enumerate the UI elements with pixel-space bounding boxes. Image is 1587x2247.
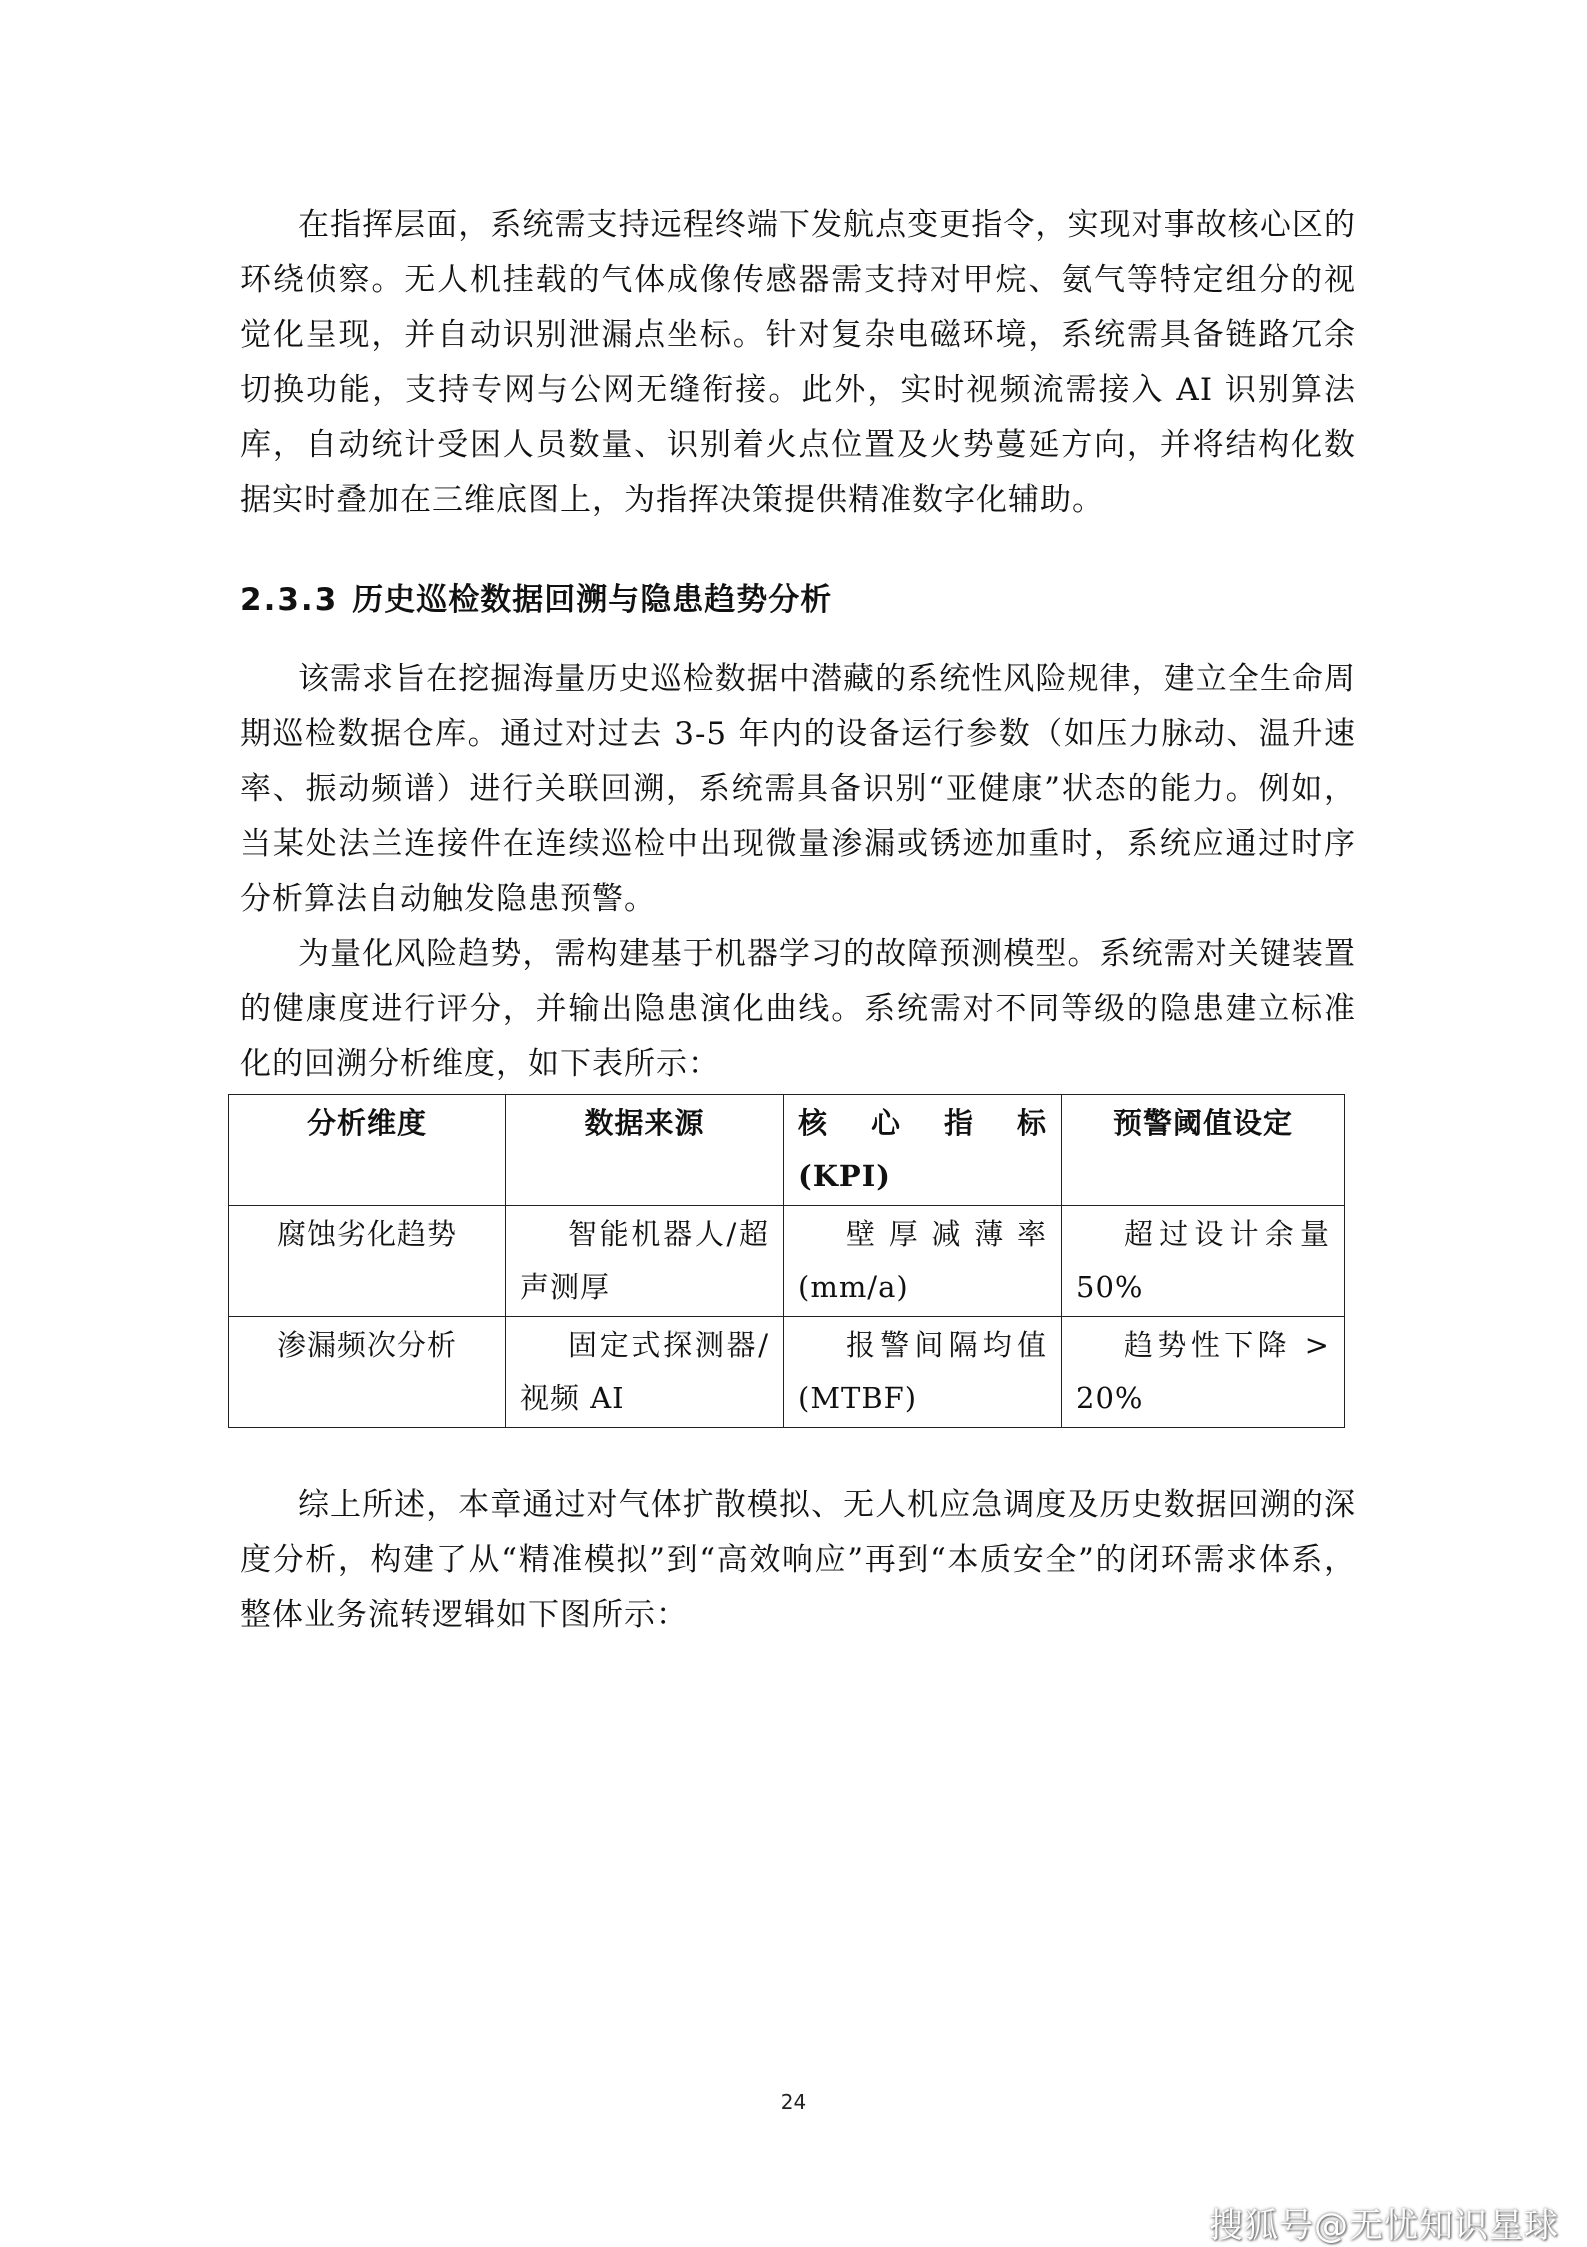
table-cell: 趋势性下降 > 20% (1062, 1317, 1345, 1428)
analysis-dimension-table (228, 1094, 1345, 1428)
table-header-cell: 分析维度 (229, 1095, 506, 1206)
paragraph-chapter-summary: 综上所述，本章通过对气体扩散模拟、无人机应急调度及历史数据回溯的深度分析，构建了从“精准模拟”到“高效响应”再到“本质安全”的闭环需求体系，整体业务流转逻辑如下图所示： (240, 1487, 1356, 1633)
paragraph-command-layer: 在指挥层面，系统需支持远程终端下发航点变更指令，实现对事故核心区的环绕侦察。无人机挂载的气体成像传感器需支持对甲烷、氨气等特定组分的视觉化呈现，并自动识别泄漏点坐标。针对复杂电磁环境，系统需具备链路冗余切换功能，支持专网与公网无缝衔接。此外，实时视频流需接入 AI 识别算法库，自动统计受困人员数量、识别着火点位置及火势蔓延方向，并将结构化数据实时叠加在三维底图上，为指挥决策提供精准数字化辅助。 (240, 207, 1356, 518)
section-number: 2.3.3 (240, 582, 339, 618)
table-header-cell: 预警阈值设定 (1062, 1095, 1345, 1206)
table-row (229, 1206, 1345, 1317)
paragraph-requirement-goal: 该需求旨在挖掘海量历史巡检数据中潜藏的系统性风险规律，建立全生命周期巡检数据仓库。通过对过去 3-5 年内的设备运行参数（如压力脉动、温升速率、振动频谱）进行关联回溯，系统需具备识别“亚健康”状态的能力。例如，当某处法兰连接件在连续巡检中出现微量渗漏或锈迹加重时，系统应通过时序分析算法自动触发隐患预警。 (240, 661, 1356, 917)
table-cell: 报警间隔均值 (MTBF) (784, 1317, 1062, 1428)
table-row (229, 1317, 1345, 1428)
page-content (240, 198, 1356, 1643)
table-cell: 腐蚀劣化趋势 (229, 1206, 506, 1317)
table-cell: 超过设计余量 50% (1062, 1206, 1345, 1317)
table-header-cell: 核 心 指 标 (KPI) (784, 1095, 1062, 1206)
paragraph-risk-quantification: 为量化风险趋势，需构建基于机器学习的故障预测模型。系统需对关键装置的健康度进行评分，并输出隐患演化曲线。系统需对不同等级的隐患建立标准化的回溯分析维度，如下表所示： (240, 936, 1356, 1082)
page-number: 24 (780, 2090, 807, 2114)
table-cell: 壁厚减薄率 (mm/a) (784, 1206, 1062, 1317)
table-header-row (229, 1095, 1345, 1206)
table-header-cell: 数据来源 (506, 1095, 784, 1206)
section-title: 历史巡检数据回溯与隐患趋势分析 (352, 582, 833, 618)
table-cell: 渗漏频次分析 (229, 1317, 506, 1428)
table-cell: 固定式探测器/视频 AI (506, 1317, 784, 1428)
table-cell: 智能机器人/超声测厚 (506, 1206, 784, 1317)
spacer (240, 1428, 1356, 1478)
watermark: 搜狐号@无忧知识星球 (1209, 2206, 1559, 2246)
section-heading (240, 570, 1356, 630)
